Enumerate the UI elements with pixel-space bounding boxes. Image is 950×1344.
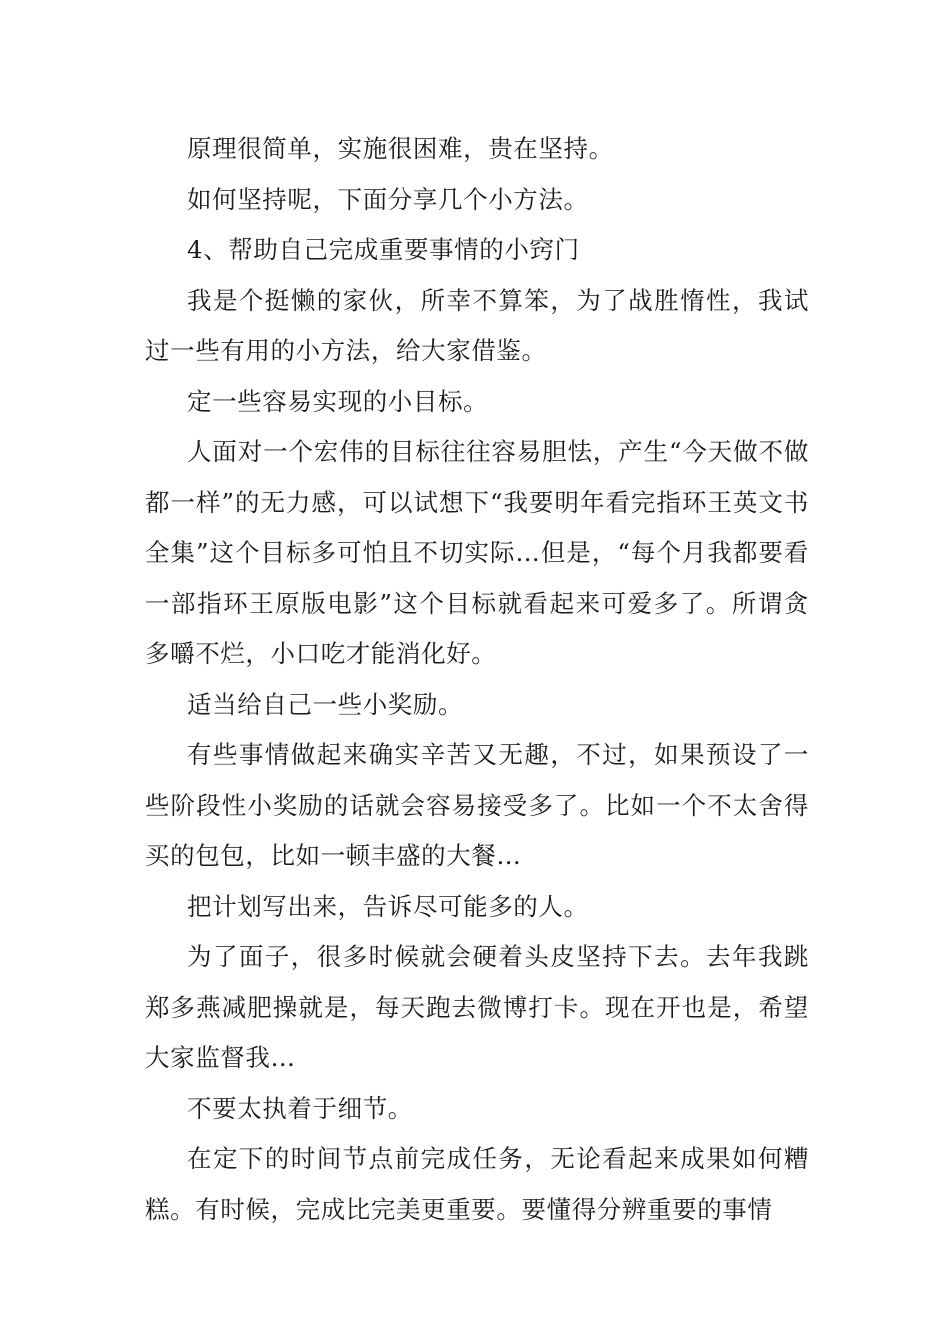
tip-write-plan: 把计划写出来，告诉尽可能多的人。 <box>187 891 589 921</box>
tip-small-goals: 定一些容易实现的小目标。 <box>187 386 489 416</box>
paragraph-rewards: 有些事情做起来确实辛苦又无趣，不过，如果预设了一些阶段性小奖励的话就会容易接受多了。比如一个不太舍得买的包包，比如一顿丰盛的大餐… <box>145 740 809 870</box>
section-heading-4: 4、帮助自己完成重要事情的小窍门 <box>187 235 580 264</box>
tip-details: 不要太执着于细节。 <box>187 1093 413 1123</box>
paragraph-how-to-persist: 如何坚持呢，下面分享几个小方法。 <box>187 184 589 214</box>
paragraph-write-plan: 为了面子，很多时候就会硬着头皮坚持下去。去年我跳郑多燕减肥操就是，每天跑去微博打卡。现在开也是，希望大家监督我… <box>145 942 809 1072</box>
paragraph-principle: 原理很简单，实施很困难，贵在坚持。 <box>187 134 614 163</box>
tip-rewards: 适当给自己一些小奖励。 <box>187 689 464 719</box>
paragraph-intro: 我是个挺懒的家伙，所幸不算笨，为了战胜惰性，我试过一些有用的小方法，给大家借鉴。 <box>145 285 809 365</box>
paragraph-small-goals: 人面对一个宏伟的目标往往容易胆怯，产生“今天做不做都一样”的无力感，可以试想下“我要明年看完指环王英文书全集”这个目标多可怕且不切实际…但是，“每个月我都要看一部指环王原版电影”这个目标就看起来可爱多了。所谓贪多嚼不烂，小口吃才能消化好。 <box>145 437 809 668</box>
paragraph-details: 在定下的时间节点前完成任务，无论看起来成果如何糟糕。有时候，完成比完美更重要。要懂得分辨重要的事情 <box>145 1144 809 1224</box>
document-body <box>145 124 809 1235</box>
